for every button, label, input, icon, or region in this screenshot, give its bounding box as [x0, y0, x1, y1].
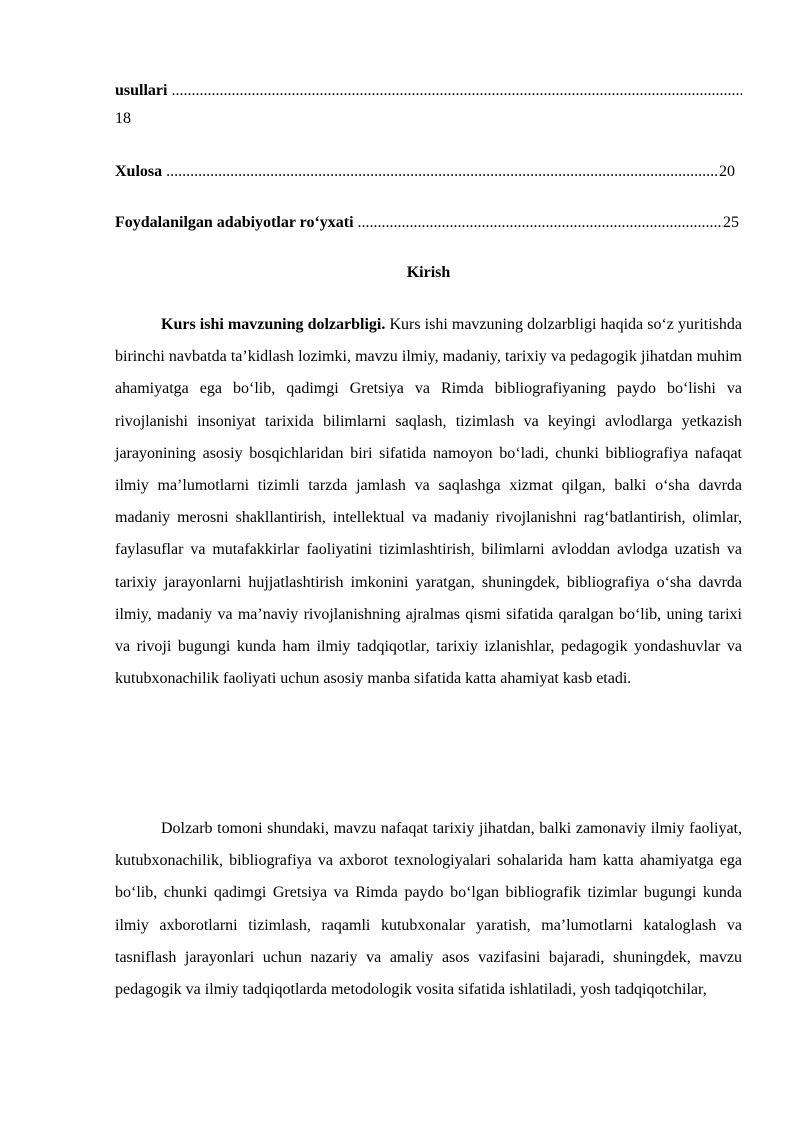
paragraph-1 [115, 309, 742, 695]
toc-leader-dots [171, 80, 742, 102]
paragraph-lead: Kurs ishi mavzuning dolzarbligi. [161, 316, 386, 333]
toc-page-number: 20 [719, 163, 735, 180]
toc-leader-dots [166, 161, 719, 183]
paragraph-text: Dolzarb tomoni shundaki, mavzu nafaqat tarixiy jihatdan, balki zamonaviy ilmiy faoliyat, kutubxonachilik, bibliografiya va axborot texnologiyalari sohalarida ham katta ahamiyatga ega bo‘lib, chunki qadimgi Gretsiya va Rimda paydo bo‘lgan bibliografik tizimlar bugungi kunda ilmiy axborotlarni tizimlash, raqamli kutubxonalar yaratish, ma’lumotlarni kataloglash va tasniflash jarayonlari uchun nazariy va amaliy asos vazifasini bajaradi, shuningdek, mavzu pedagogik va ilmiy tadqiqotlarda metodologik vosita sifatida ishlatiladi, yosh tadqiqotchilar, [115, 820, 742, 999]
toc-entry-xulosa[interactable] [115, 161, 735, 183]
toc-label: usullari [115, 82, 168, 99]
toc-page-number: 25 [723, 214, 739, 231]
toc-label: Xulosa [115, 163, 163, 180]
toc-label: Foydalanilgan adabiyotlar ro‘yxati [115, 214, 354, 231]
section-heading: Kirish [406, 264, 451, 281]
toc-leader-dots [358, 212, 723, 234]
toc-page-number: 18 [115, 110, 131, 127]
toc-entry-usullari[interactable] [115, 80, 742, 102]
paragraph-text: Kurs ishi mavzuning dolzarbligi haqida so‘z yuritishda birinchi navbatda ta’kidlash lozimki, mavzu ilmiy, madaniy, tarixiy va pedagogik jihatdan muhim ahamiyatga ega bo‘lib, qadimgi Gretsiya va Rimda bibliografiyaning paydo bo‘lishi va rivojlanishi insoniyat tarixida bilimlarni saqlash, tizimlash va keyingi avlodlarga yetkazish jarayonining asosiy bosqichlaridan biri sifatida namoyon bo‘ladi, chunki bibliografiya nafaqat ilmiy ma’lumotlarni tizimli tarzda jamlash va saqlashga xizmat qilgan, balki o‘sha davrda madaniy merosni shakllantirish, intellektual va madaniy rivojlanishni rag‘batlantirish, olimlar, faylasuflar va mutafakkirlar faoliyatini tizimlashtirish, bilimlarni avloddan avlodga uzatish va tarixiy jarayonlarni hujjatlashtirish imkonini yaratgan, shuningdek, bibliografiya o‘sha davrda ilmiy, madaniy va ma’naviy rivojlanishning ajralmas qismi sifatida qaralgan bo‘lib, uning tarixi va rivoji bugungi kunda ham ilmiy tadqiqotlar, tarixiy izlanishlar, pedagogik yondashuvlar va kutubxonachilik faoliyati uchun asosiy manba sifatida katta ahamiyat kasb etadi. [115, 316, 742, 688]
paragraph-2 [115, 813, 742, 1006]
toc-entry-adabiyotlar[interactable] [115, 212, 739, 234]
